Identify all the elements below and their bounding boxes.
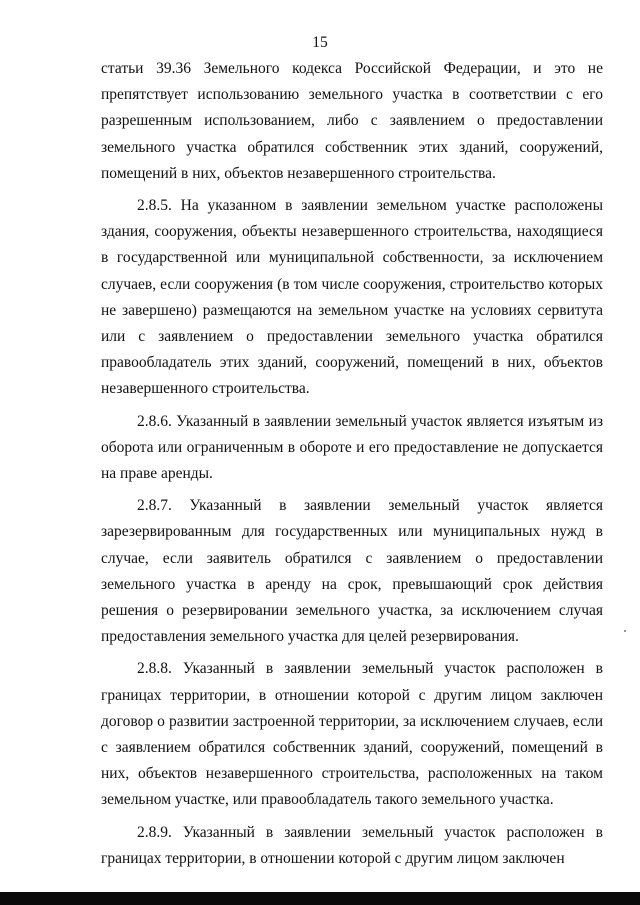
paragraph-2-8-8: 2.8.8. Указанный в заявлении земельный участок расположен в границах территории, в отношении которой с другим лицом заключен договор о развитии застроенной территории, за исключением случаев, если с заявлением обратился собственник зданий, сооружений, помещений в них, объектов незавершенного строительства, расположенных на таком земельном участке, или правообладатель такого земельного участка. (101, 660, 603, 809)
paragraph-2-8-5: 2.8.5. На указанном в заявлении земельном участке расположены здания, сооружения, объекты незавершенного строительства, находящиеся в государственной или муниципальной собственности, за исключением случаев, если сооружения (в том числе сооружения, строительство которых не завершено) размещаются на земельном участке на условиях сервитута или с заявлением о предоставлении земельного участка обратился правообладатель этих зданий, сооружений, помещений в них, объектов незавершенного строительства. (101, 197, 603, 398)
document-body (101, 56, 603, 878)
paragraph-continuation: статьи 39.36 Земельного кодекса Российской Федерации, и это не препятствует использованию земельного участка в соответствии с его разрешенным использованием, либо с заявлением о предоставлении земельного участка обратился собственник этих зданий, сооружений, помещений в них, объектов незавершенного строительства. (101, 60, 603, 182)
paragraph-2-8-7: 2.8.7. Указанный в заявлении земельный участок является зарезервированным для государственных или муниципальных нужд в случае, если заявитель обратился с заявлением о предоставлении земельного участка в аренду на срок, превышающий срок действия решения о резервировании земельного участка, за исключением случая предоставления земельного участка для целей резервирования. (101, 497, 603, 646)
scan-bottom-edge (0, 892, 640, 905)
paragraph-2-8-6: 2.8.6. Указанный в заявлении земельный участок является изъятым из оборота или ограниченным в обороте и его предоставление не допускается на праве аренды. (101, 412, 603, 483)
page-number: 15 (312, 34, 328, 51)
scan-speck (624, 630, 626, 632)
paragraph-2-8-9: 2.8.9. Указанный в заявлении земельный участок расположен в границах территории, в отношении которой с другим лицом заключен (101, 823, 603, 867)
